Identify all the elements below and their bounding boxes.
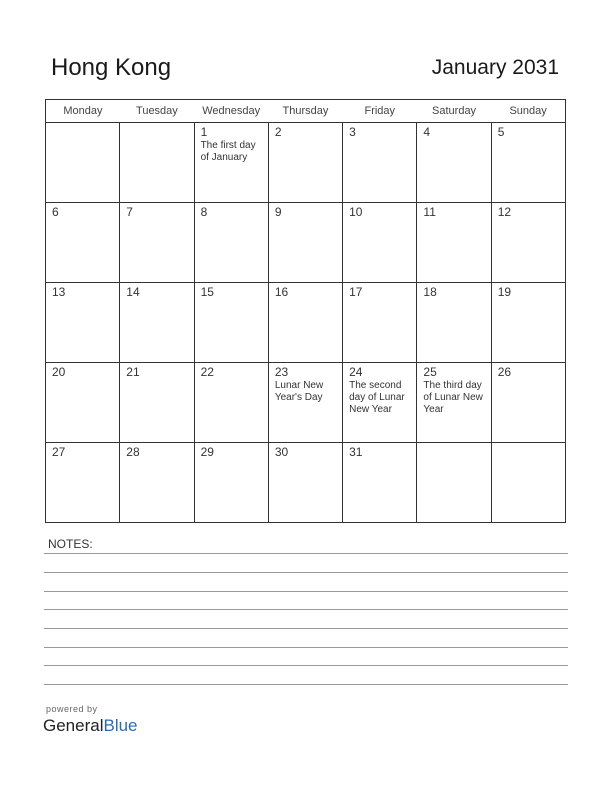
weekday-header: Tuesday (120, 100, 194, 123)
calendar-country-title: Hong Kong (51, 54, 172, 81)
day-number: 8 (200, 205, 208, 219)
day-cell (194, 363, 268, 443)
week-row (46, 123, 566, 203)
day-number: 5 (497, 125, 505, 139)
notes-label: NOTES: (48, 537, 93, 551)
note-line (44, 591, 568, 592)
day-number: 18 (423, 285, 437, 299)
day-number: 30 (274, 445, 289, 459)
day-number: 1 (200, 125, 208, 139)
day-number: 9 (274, 205, 282, 219)
weekday-header: Friday (343, 100, 417, 123)
day-number: 25 (423, 365, 437, 379)
weekday-header: Monday (46, 100, 120, 123)
day-number: 7 (126, 205, 133, 219)
day-cell (268, 363, 342, 443)
day-cell (343, 203, 417, 283)
day-cell (491, 203, 565, 283)
weekday-header: Thursday (268, 100, 342, 123)
day-cell (268, 283, 342, 363)
brand-text-general: General (43, 716, 104, 735)
day-cell (417, 363, 491, 443)
note-line (44, 647, 568, 648)
note-line (44, 609, 568, 610)
day-cell (120, 363, 194, 443)
day-cell (417, 203, 491, 283)
day-cell (46, 443, 120, 523)
day-cell (120, 203, 194, 283)
day-cell (194, 203, 268, 283)
day-number: 21 (126, 365, 140, 379)
day-cell (268, 203, 342, 283)
day-cell (46, 123, 120, 203)
day-cell (491, 443, 565, 523)
holiday-label: Lunar New Year's Day (274, 380, 324, 403)
weekday-header: Sunday (491, 100, 565, 123)
day-number: 13 (52, 285, 66, 299)
week-row (46, 443, 566, 523)
day-number: 12 (497, 205, 512, 219)
day-cell (46, 203, 120, 283)
weekday-header: Wednesday (194, 100, 268, 123)
day-number: 3 (349, 125, 356, 139)
day-cell (491, 123, 565, 203)
brand-text-blue: Blue (103, 716, 138, 735)
weekday-header: Saturday (417, 100, 491, 123)
day-number: 27 (52, 445, 66, 459)
week-row (46, 283, 566, 363)
note-line (44, 553, 568, 554)
day-cell (194, 123, 268, 203)
day-number: 26 (497, 365, 512, 379)
day-number: 2 (274, 125, 282, 139)
day-number: 29 (200, 445, 214, 459)
day-cell (343, 443, 417, 523)
day-number: 24 (349, 365, 363, 379)
day-number: 14 (126, 285, 140, 299)
calendar-grid (45, 99, 566, 523)
day-cell (268, 443, 342, 523)
day-cell (343, 363, 417, 443)
day-cell (417, 123, 491, 203)
day-cell (343, 283, 417, 363)
holiday-label: The first day of January (200, 140, 256, 163)
day-cell (194, 443, 268, 523)
day-number: 22 (200, 365, 214, 379)
day-cell (194, 283, 268, 363)
day-cell (120, 443, 194, 523)
day-cell (120, 123, 194, 203)
day-cell (491, 283, 565, 363)
day-number: 11 (423, 205, 436, 219)
day-cell (417, 283, 491, 363)
day-number: 10 (349, 205, 363, 219)
day-number: 17 (349, 285, 363, 299)
generalblue-logo[interactable] (43, 716, 138, 736)
day-cell (343, 123, 417, 203)
weekday-header-row (46, 100, 566, 123)
day-number: 15 (200, 285, 214, 299)
day-cell (491, 363, 565, 443)
calendar-month-title: January 2031 (431, 56, 559, 79)
note-line (44, 665, 568, 666)
day-number: 23 (274, 365, 289, 379)
day-number: 6 (52, 205, 59, 219)
week-row (46, 203, 566, 283)
day-number: 4 (423, 125, 431, 139)
day-cell (417, 443, 491, 523)
day-number: 31 (349, 445, 363, 459)
day-number: 19 (497, 285, 512, 299)
day-number: 28 (126, 445, 140, 459)
day-cell (120, 283, 194, 363)
day-cell (268, 123, 342, 203)
note-line (44, 628, 568, 629)
day-number: 16 (274, 285, 289, 299)
powered-by-text: powered by (46, 704, 98, 714)
day-cell (46, 283, 120, 363)
note-line (44, 572, 568, 573)
holiday-label: The third day of Lunar New Year (423, 380, 483, 415)
day-cell (46, 363, 120, 443)
week-row (46, 363, 566, 443)
note-line (44, 684, 568, 685)
holiday-label: The second day of Lunar New Year (349, 380, 405, 415)
day-number: 20 (52, 365, 66, 379)
